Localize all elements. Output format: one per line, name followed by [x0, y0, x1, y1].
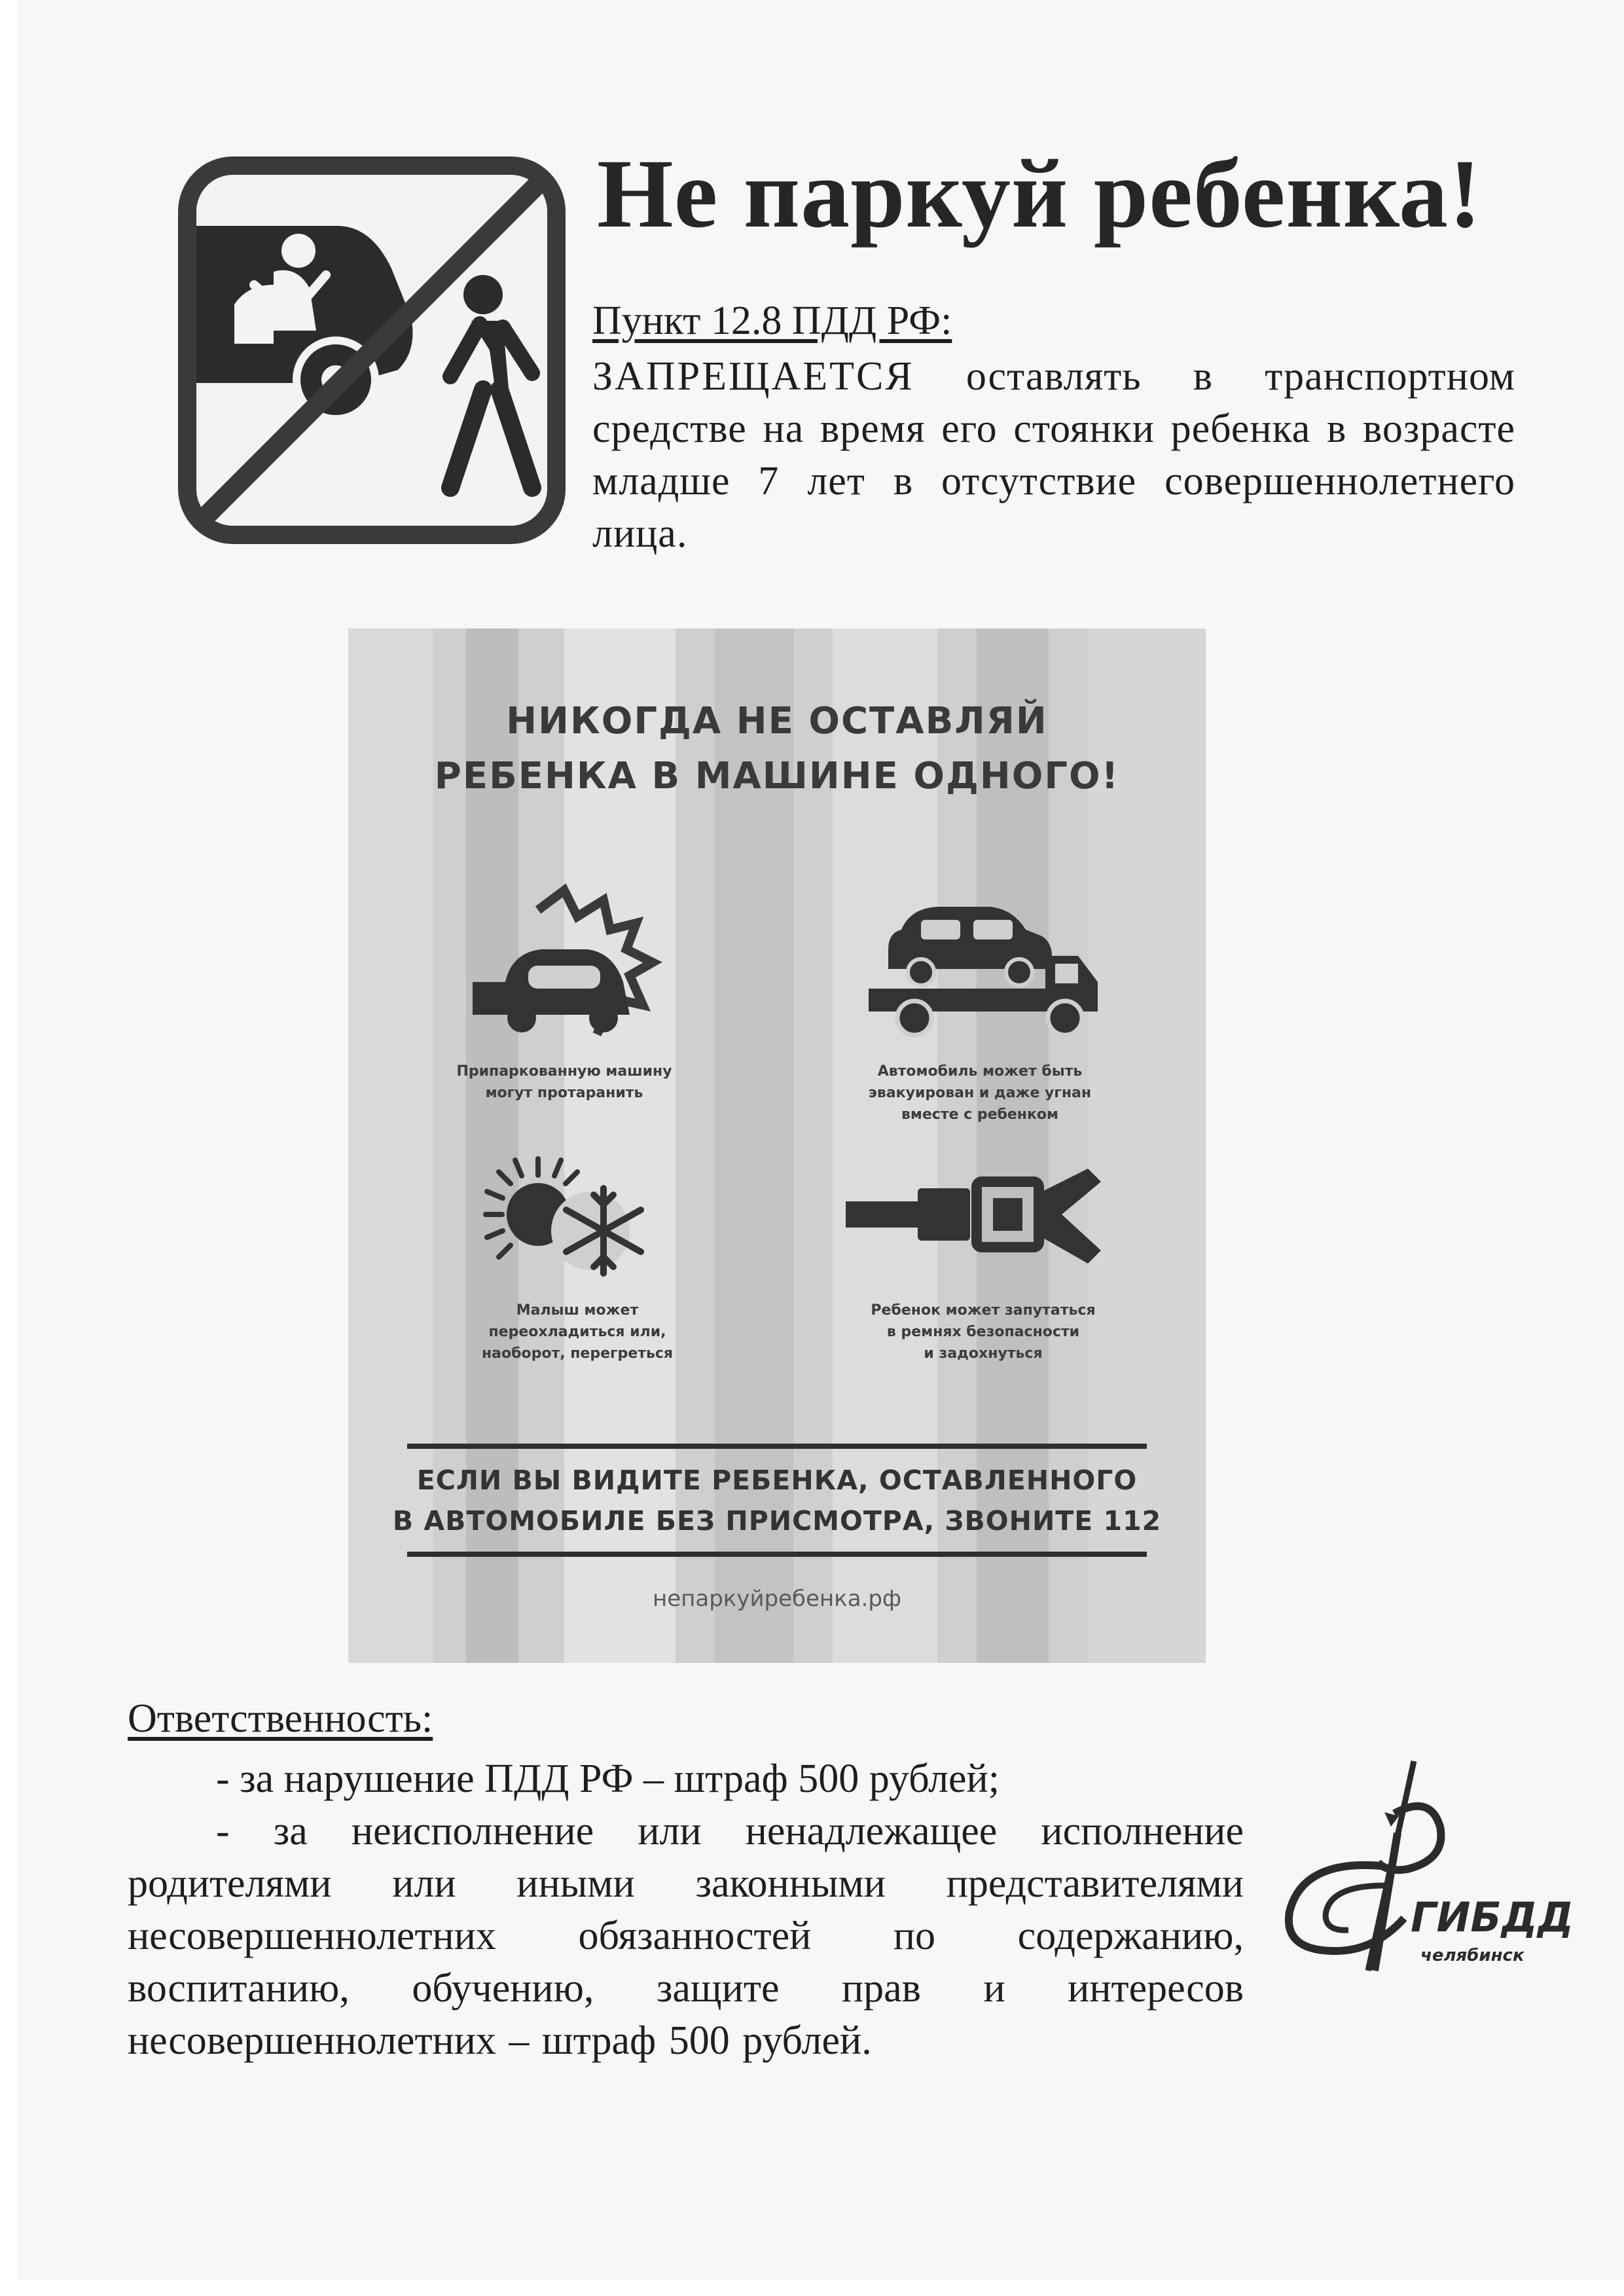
- call-line: ЕСЛИ ВЫ ВИДИТЕ РЕБЕНКА, ОСТАВЛЕННОГО: [416, 1465, 1138, 1496]
- poster-divider-bottom: [407, 1552, 1147, 1557]
- sun-snowflake-icon: [479, 1152, 676, 1283]
- caption-line: переохладиться или,: [488, 1324, 666, 1340]
- caption-line: и задохнуться: [924, 1345, 1043, 1362]
- poster-item-caption: [433, 1061, 695, 1104]
- caption-line: Ребенок может запутаться: [871, 1302, 1096, 1319]
- poster-title-line: РЕБЕНКА В МАШИНЕ ОДНОГО!: [434, 755, 1120, 797]
- logo-city: челябинск: [1420, 1946, 1525, 1965]
- poster-item-caption: [446, 1300, 708, 1364]
- rule-text: [592, 350, 1515, 560]
- call-line: В АВТОМОБИЛЕ БЕЗ ПРИСМОТРА, ЗВОНИТЕ 112: [392, 1505, 1162, 1537]
- poster-title: [348, 694, 1206, 804]
- caption-line: вместе с ребенком: [901, 1106, 1059, 1123]
- scan-edge-bottom: [0, 2280, 1624, 2296]
- poster-website: непаркуйребенка.рф: [653, 1586, 901, 1612]
- seat-belt-icon: [846, 1165, 1108, 1270]
- poster-title-line: НИКОГДА НЕ ОСТАВЛЯЙ: [506, 700, 1048, 742]
- page-title: Не паркуй ребенка!: [597, 139, 1482, 248]
- gibdd-chelyabinsk-logo: [1263, 1755, 1574, 1997]
- caption-line: Автомобиль может быть: [877, 1063, 1083, 1080]
- responsibility-item: - за нарушение ПДД РФ – штраф 500 рублей;: [216, 1757, 1000, 1801]
- caption-line: могут протаранить: [485, 1085, 643, 1101]
- poster-item-caption: [842, 1061, 1117, 1125]
- caption-line: Малыш может: [516, 1302, 639, 1319]
- poster-item-caption: [839, 1300, 1127, 1364]
- tow-truck-icon: [856, 890, 1104, 1041]
- poster: [348, 629, 1206, 1663]
- rule-rest: оставлять в транспортном средстве на время его стоянки ребенка в возрасте младше 7 лет в отсутствие совершеннолетнего лица.: [592, 354, 1515, 556]
- responsibility-title: Ответственность:: [128, 1696, 433, 1741]
- poster-divider-top: [407, 1444, 1147, 1449]
- car-crash-icon: [466, 884, 662, 1041]
- caption-line: Припаркованную машину: [456, 1063, 672, 1080]
- responsibility-item: - за неисполнение или ненадлежащее исполнение родителями или иными законными представителями несовершеннолетних обязанностей по содержанию, воспитанию, обучению, защите прав и интересов несовершеннолетних – штраф 500 рублей.: [128, 1809, 1244, 2063]
- rule-reference: Пункт 12.8 ПДД РФ:: [592, 299, 952, 343]
- caption-line: наоборот, перегреться: [481, 1345, 674, 1362]
- no-child-in-parked-car-icon: [175, 154, 568, 547]
- logo-text: ГИБДД: [1411, 1893, 1574, 1941]
- poster-call-to-action: [348, 1460, 1206, 1541]
- rule-caps: ЗАПРЕЩАЕТСЯ: [592, 354, 914, 399]
- scan-edge-left: [0, 0, 17, 2296]
- caption-line: в ремнях безопасности: [886, 1324, 1080, 1340]
- caption-line: эвакуирован и даже угнан: [868, 1085, 1092, 1101]
